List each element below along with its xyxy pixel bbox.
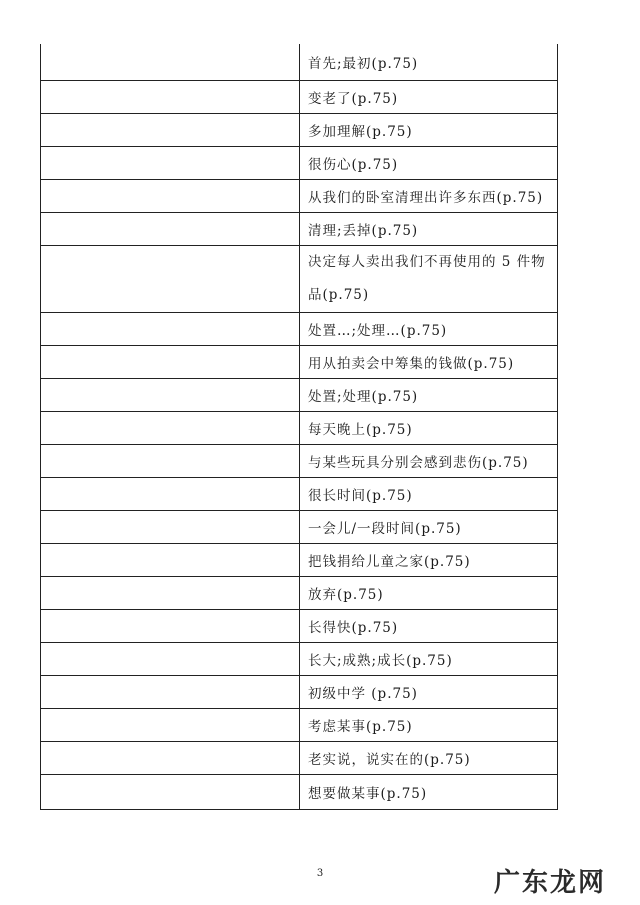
blank-cell — [41, 544, 300, 577]
vocabulary-table — [40, 44, 558, 810]
table-row — [41, 775, 558, 810]
table-row — [41, 313, 558, 346]
blank-cell — [41, 610, 300, 643]
meaning-cell: 与某些玩具分别会感到悲伤(p.75) — [300, 445, 558, 478]
blank-cell — [41, 246, 300, 313]
meaning-cell: 清理;丢掉(p.75) — [300, 213, 558, 246]
table-row — [41, 676, 558, 709]
table-row — [41, 511, 558, 544]
table-row — [41, 147, 558, 180]
meaning-cell: 长大;成熟;成长(p.75) — [300, 643, 558, 676]
table-row — [41, 81, 558, 114]
meaning-cell: 很长时间(p.75) — [300, 478, 558, 511]
table-row — [41, 577, 558, 610]
meaning-cell: 首先;最初(p.75) — [300, 44, 558, 81]
meaning-cell: 考虑某事(p.75) — [300, 709, 558, 742]
table-row — [41, 213, 558, 246]
blank-cell — [41, 511, 300, 544]
meaning-cell: 放弃(p.75) — [300, 577, 558, 610]
blank-cell — [41, 213, 300, 246]
blank-cell — [41, 643, 300, 676]
blank-cell — [41, 676, 300, 709]
meaning-cell: 处置…;处理…(p.75) — [300, 313, 558, 346]
blank-cell — [41, 114, 300, 147]
blank-cell — [41, 775, 300, 810]
meaning-cell: 老实说，说实在的(p.75) — [300, 742, 558, 775]
table-row — [41, 44, 558, 81]
table-row — [41, 709, 558, 742]
table-row — [41, 742, 558, 775]
blank-cell — [41, 379, 300, 412]
blank-cell — [41, 412, 300, 445]
blank-cell — [41, 346, 300, 379]
meaning-cell: 多加理解(p.75) — [300, 114, 558, 147]
blank-cell — [41, 44, 300, 81]
blank-cell — [41, 81, 300, 114]
meaning-cell: 变老了(p.75) — [300, 81, 558, 114]
blank-cell — [41, 577, 300, 610]
table-row — [41, 544, 558, 577]
table-row — [41, 643, 558, 676]
meaning-cell: 一会儿/一段时间(p.75) — [300, 511, 558, 544]
page-number: 3 — [316, 868, 324, 879]
table-row — [41, 379, 558, 412]
meaning-cell: 长得快(p.75) — [300, 610, 558, 643]
blank-cell — [41, 313, 300, 346]
blank-cell — [41, 147, 300, 180]
table-row — [41, 346, 558, 379]
table-row — [41, 412, 558, 445]
blank-cell — [41, 709, 300, 742]
meaning-cell: 想要做某事(p.75) — [300, 775, 558, 810]
watermark-logo: 广东龙网 — [493, 868, 606, 898]
table-row — [41, 114, 558, 147]
table-row — [41, 246, 558, 313]
meaning-cell: 很伤心(p.75) — [300, 147, 558, 180]
table-row — [41, 180, 558, 213]
meaning-cell: 每天晚上(p.75) — [300, 412, 558, 445]
meaning-cell: 处置;处理(p.75) — [300, 379, 558, 412]
blank-cell — [41, 478, 300, 511]
blank-cell — [41, 742, 300, 775]
meaning-cell: 从我们的卧室清理出许多东西(p.75) — [300, 180, 558, 213]
meaning-cell: 决定每人卖出我们不再使用的 5 件物品(p.75) — [300, 246, 558, 313]
table-row — [41, 610, 558, 643]
meaning-cell: 把钱捐给儿童之家(p.75) — [300, 544, 558, 577]
meaning-cell: 初级中学 (p.75) — [300, 676, 558, 709]
blank-cell — [41, 445, 300, 478]
table-row — [41, 445, 558, 478]
blank-cell — [41, 180, 300, 213]
meaning-cell: 用从拍卖会中筹集的钱做(p.75) — [300, 346, 558, 379]
table-row — [41, 478, 558, 511]
